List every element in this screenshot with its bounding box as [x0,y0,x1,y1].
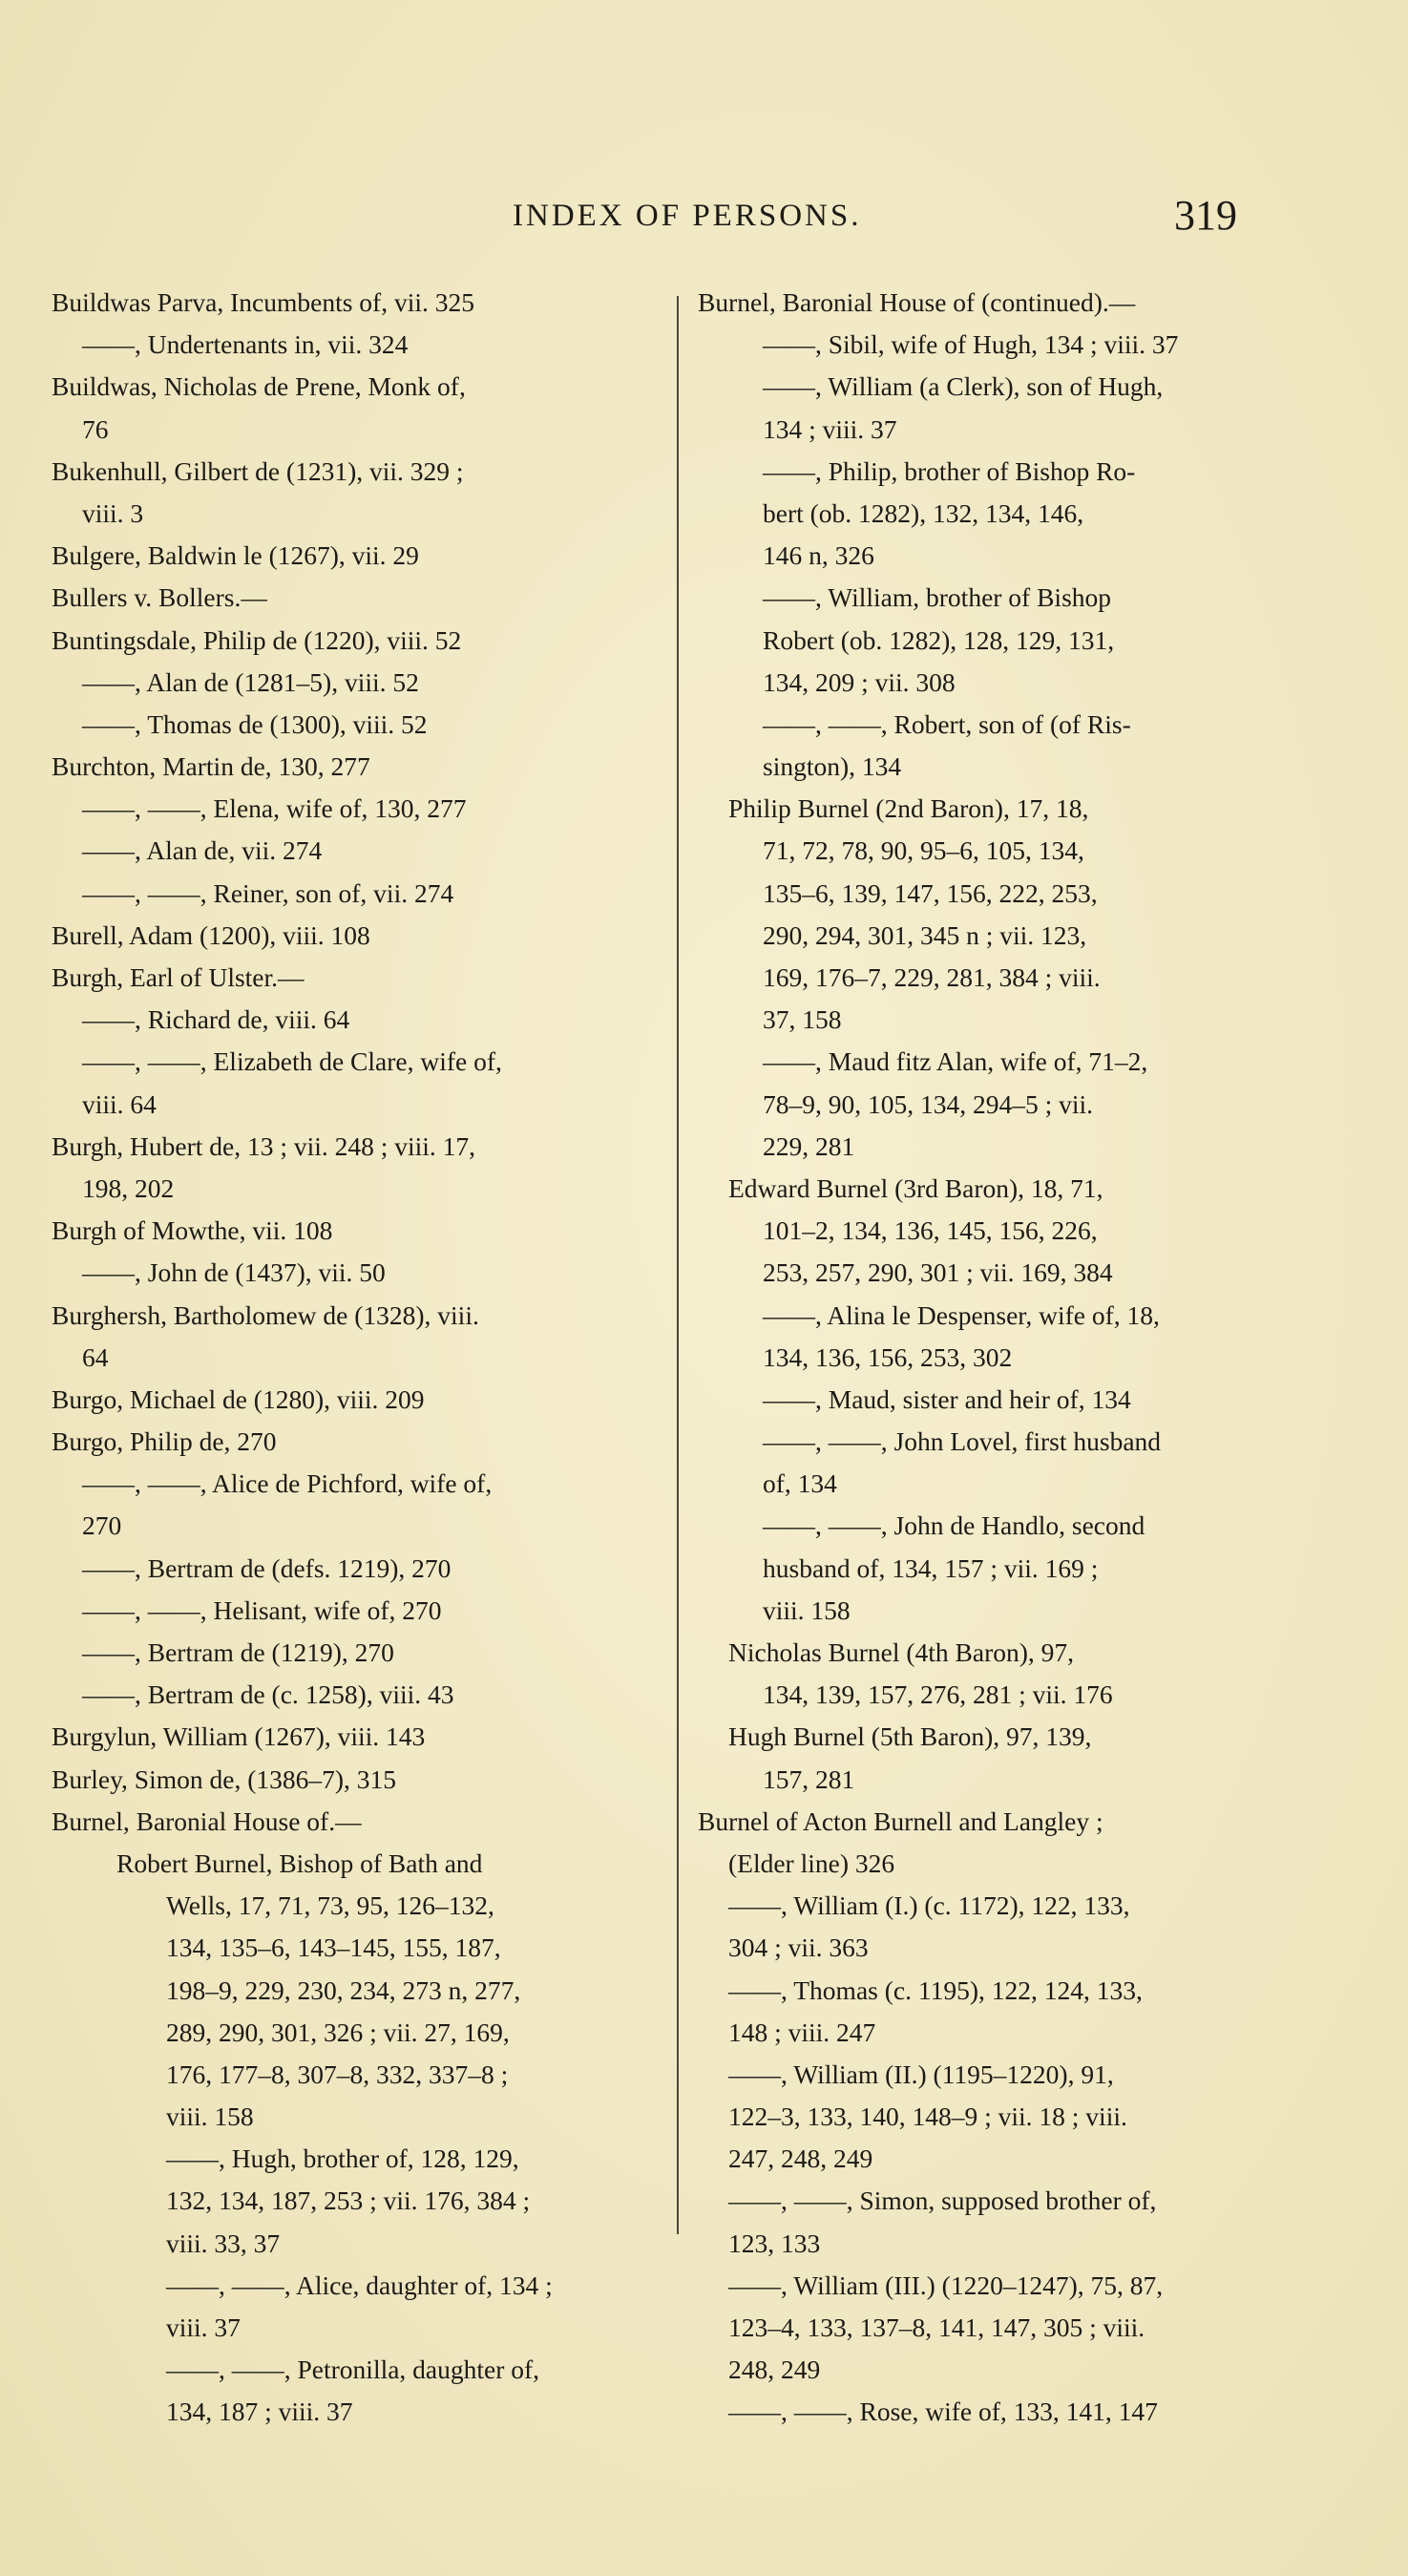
index-entry-line: Burnel, Baronial House of (continued).— [698,287,1136,317]
index-entry-line: 101–2, 134, 136, 145, 156, 226, [763,1215,1098,1246]
index-entry-line: 64 [82,1341,109,1372]
index-entry-line: Burnel, Baronial House of.— [52,1805,362,1836]
index-entry-line: ——, ——, Elena, wife of, 130, 277 [82,793,467,824]
index-entry-line: ——, ——, Petronilla, daughter of, [166,2354,540,2385]
index-entry-line: Robert (ob. 1282), 128, 129, 131, [763,624,1115,655]
index-entry-line: ——, Alan de (1281–5), viii. 52 [82,666,419,697]
index-entry-line: ——, Richard de, viii. 64 [82,1004,350,1035]
index-entry-line: Burnel of Acton Burnell and Langley ; [698,1805,1103,1836]
index-entry-line: 253, 257, 290, 301 ; vii. 169, 384 [763,1257,1113,1288]
index-entry-line: ——, ——, Rose, wife of, 133, 141, 147 [728,2397,1158,2427]
index-entry-line: ——, William (a Clerk), son of Hugh, [763,371,1164,402]
index-entry-line: ——, John de (1437), vii. 50 [82,1257,386,1288]
index-entry-line: Burgylun, William (1267), viii. 143 [52,1721,426,1752]
index-entry-line: 134, 187 ; viii. 37 [166,2397,353,2427]
index-entry-line: ——, ——, Elizabeth de Clare, wife of, [82,1046,502,1077]
index-entry-line: ——, William, brother of Bishop [763,582,1112,613]
index-entry-line: 134 ; viii. 37 [763,413,897,444]
index-entry-line: ——, Thomas (c. 1195), 122, 124, 133, [728,1974,1143,2005]
index-entry-line: ——, ——, Alice, daughter of, 134 ; [166,2270,553,2300]
index-entry-line: Philip Burnel (2nd Baron), 17, 18, [728,793,1089,824]
index-entry-line: ——, Maud, sister and heir of, 134 [763,1383,1131,1414]
index-entry-line: husband of, 134, 157 ; vii. 169 ; [763,1552,1099,1583]
index-entry-line: ——, Alan de, vii. 274 [82,835,323,866]
index-entry-line: 270 [82,1510,122,1541]
index-entry-line: Burell, Adam (1200), viii. 108 [52,919,370,950]
index-entry-line: 123, 133 [728,2228,821,2258]
index-entry-line: 198, 202 [82,1172,175,1203]
index-entry-line: 134, 209 ; vii. 308 [763,666,956,697]
index-entry-line: Burghersh, Bartholomew de (1328), viii. [52,1299,479,1330]
index-entry-line: Burgh of Mowthe, vii. 108 [52,1215,333,1246]
index-entry-line: 198–9, 229, 230, 234, 273 n, 277, [166,1974,521,2005]
index-entry-line: Burchton, Martin de, 130, 277 [52,751,370,782]
index-entry-line: ——, Maud fitz Alan, wife of, 71–2, [763,1046,1148,1077]
index-entry-line: 304 ; vii. 363 [728,1932,869,1963]
index-entry-line: Buildwas, Nicholas de Prene, Monk of, [52,371,466,402]
index-entry-line: viii. 64 [82,1088,157,1119]
index-entry-line: 76 [82,413,109,444]
index-entry-line: ——, ——, John Lovel, first husband [763,1426,1162,1457]
index-entry-line: ——, ——, Robert, son of (of Ris- [763,708,1131,739]
index-entry-line: ——, William (I.) (c. 1172), 122, 133, [728,1890,1130,1921]
index-entry-line: 135–6, 139, 147, 156, 222, 253, [763,877,1098,908]
index-entry-line: 229, 281 [763,1130,855,1161]
index-entry-line: 169, 176–7, 229, 281, 384 ; viii. [763,962,1101,992]
index-entry-line: 132, 134, 187, 253 ; vii. 176, 384 ; [166,2185,531,2216]
index-entry-line: 134, 139, 157, 276, 281 ; vii. 176 [763,1679,1113,1710]
index-entry-line: Wells, 17, 71, 73, 95, 126–132, [166,1890,494,1921]
index-entry-line: viii. 33, 37 [166,2228,281,2258]
index-entry-line: (Elder line) 326 [728,1848,895,1878]
page-title: INDEX OF PERSONS. [513,199,862,233]
index-entry-line: 78–9, 90, 105, 134, 294–5 ; vii. [763,1088,1094,1119]
index-entry-line: 134, 136, 156, 253, 302 [763,1341,1013,1372]
index-column-left [52,282,662,2434]
index-entry-line: 247, 248, 249 [728,2143,873,2174]
index-entry-line: ——, William (II.) (1195–1220), 91, [728,2059,1114,2089]
index-entry-line: ——, Undertenants in, vii. 324 [82,329,409,360]
index-entry-line: viii. 3 [82,497,144,528]
index-entry-line: ——, Philip, brother of Bishop Ro- [763,455,1136,486]
index-entry-line: 122–3, 133, 140, 148–9 ; vii. 18 ; viii. [728,2101,1127,2132]
index-entry-line: Robert Burnel, Bishop of Bath and [116,1848,483,1878]
index-entry-line: 134, 135–6, 143–145, 155, 187, [166,1932,501,1963]
index-entry-line: ——, Alina le Despenser, wife of, 18, [763,1299,1160,1330]
index-entry-line: ——, Sibil, wife of Hugh, 134 ; viii. 37 [763,329,1179,360]
index-entry-line: Hugh Burnel (5th Baron), 97, 139, [728,1721,1092,1752]
index-entry-line: Bukenhull, Gilbert de (1231), vii. 329 ; [52,455,464,486]
index-entry-line: sington), 134 [763,751,902,782]
index-entry-line: Burgh, Hubert de, 13 ; vii. 248 ; viii. 17, [52,1130,476,1161]
index-entry-line: Bulgere, Baldwin le (1267), vii. 29 [52,540,419,571]
index-entry-line: ——, Bertram de (c. 1258), viii. 43 [82,1679,454,1710]
index-entry-line: ——, Hugh, brother of, 128, 129, [166,2143,519,2174]
index-entry-line: viii. 158 [763,1594,851,1625]
index-entry-line: ——, ——, John de Handlo, second [763,1510,1145,1541]
index-entry-line: ——, Bertram de (1219), 270 [82,1637,394,1667]
index-entry-line: Buildwas Parva, Incumbents of, vii. 325 [52,287,474,317]
index-entry-line: 290, 294, 301, 345 n ; vii. 123, [763,919,1087,950]
index-entry-line: 37, 158 [763,1004,842,1035]
index-entry-line: 289, 290, 301, 326 ; vii. 27, 169, [166,2016,510,2047]
index-entry-line: Nicholas Burnel (4th Baron), 97, [728,1637,1075,1667]
index-column-right [698,282,1347,2434]
index-entry-line: bert (ob. 1282), 132, 134, 146, [763,497,1084,528]
index-entry-line: viii. 37 [166,2312,241,2342]
index-entry-line: ——, ——, Reiner, son of, vii. 274 [82,877,454,908]
index-entry-line: 123–4, 133, 137–8, 141, 147, 305 ; viii. [728,2312,1145,2342]
page-number: 319 [1174,192,1237,239]
index-entry-line: viii. 158 [166,2101,254,2132]
index-entry-line: 146 n, 326 [763,540,874,571]
index-entry-line: Edward Burnel (3rd Baron), 18, 71, [728,1172,1103,1203]
index-entry-line: ——, ——, Alice de Pichford, wife of, [82,1468,493,1499]
index-entry-line: Burgh, Earl of Ulster.— [52,962,305,992]
index-entry-line: ——, ——, Simon, supposed brother of, [728,2185,1157,2216]
index-entry-line: 248, 249 [728,2354,821,2385]
index-entry-line: 71, 72, 78, 90, 95–6, 105, 134, [763,835,1084,866]
index-entry-line: of, 134 [763,1468,837,1499]
index-entry-line: Buntingsdale, Philip de (1220), viii. 52 [52,624,462,655]
index-entry-line: Burley, Simon de, (1386–7), 315 [52,1763,397,1794]
index-entry-line: ——, Thomas de (1300), viii. 52 [82,708,428,739]
index-entry-line: Burgo, Philip de, 270 [52,1426,277,1457]
running-head [0,189,1408,246]
index-entry-line: 148 ; viii. 247 [728,2016,876,2047]
index-entry-line: 176, 177–8, 307–8, 332, 337–8 ; [166,2059,509,2089]
index-entry-line: ——, ——, Helisant, wife of, 270 [82,1594,442,1625]
index-entry-line: ——, William (III.) (1220–1247), 75, 87, [728,2270,1164,2300]
column-divider [677,296,679,2234]
index-entry-line: 157, 281 [763,1763,855,1794]
index-entry-line: Bullers v. Bollers.— [52,582,267,613]
index-entry-line: ——, Bertram de (defs. 1219), 270 [82,1552,452,1583]
index-entry-line: Burgo, Michael de (1280), viii. 209 [52,1383,425,1414]
